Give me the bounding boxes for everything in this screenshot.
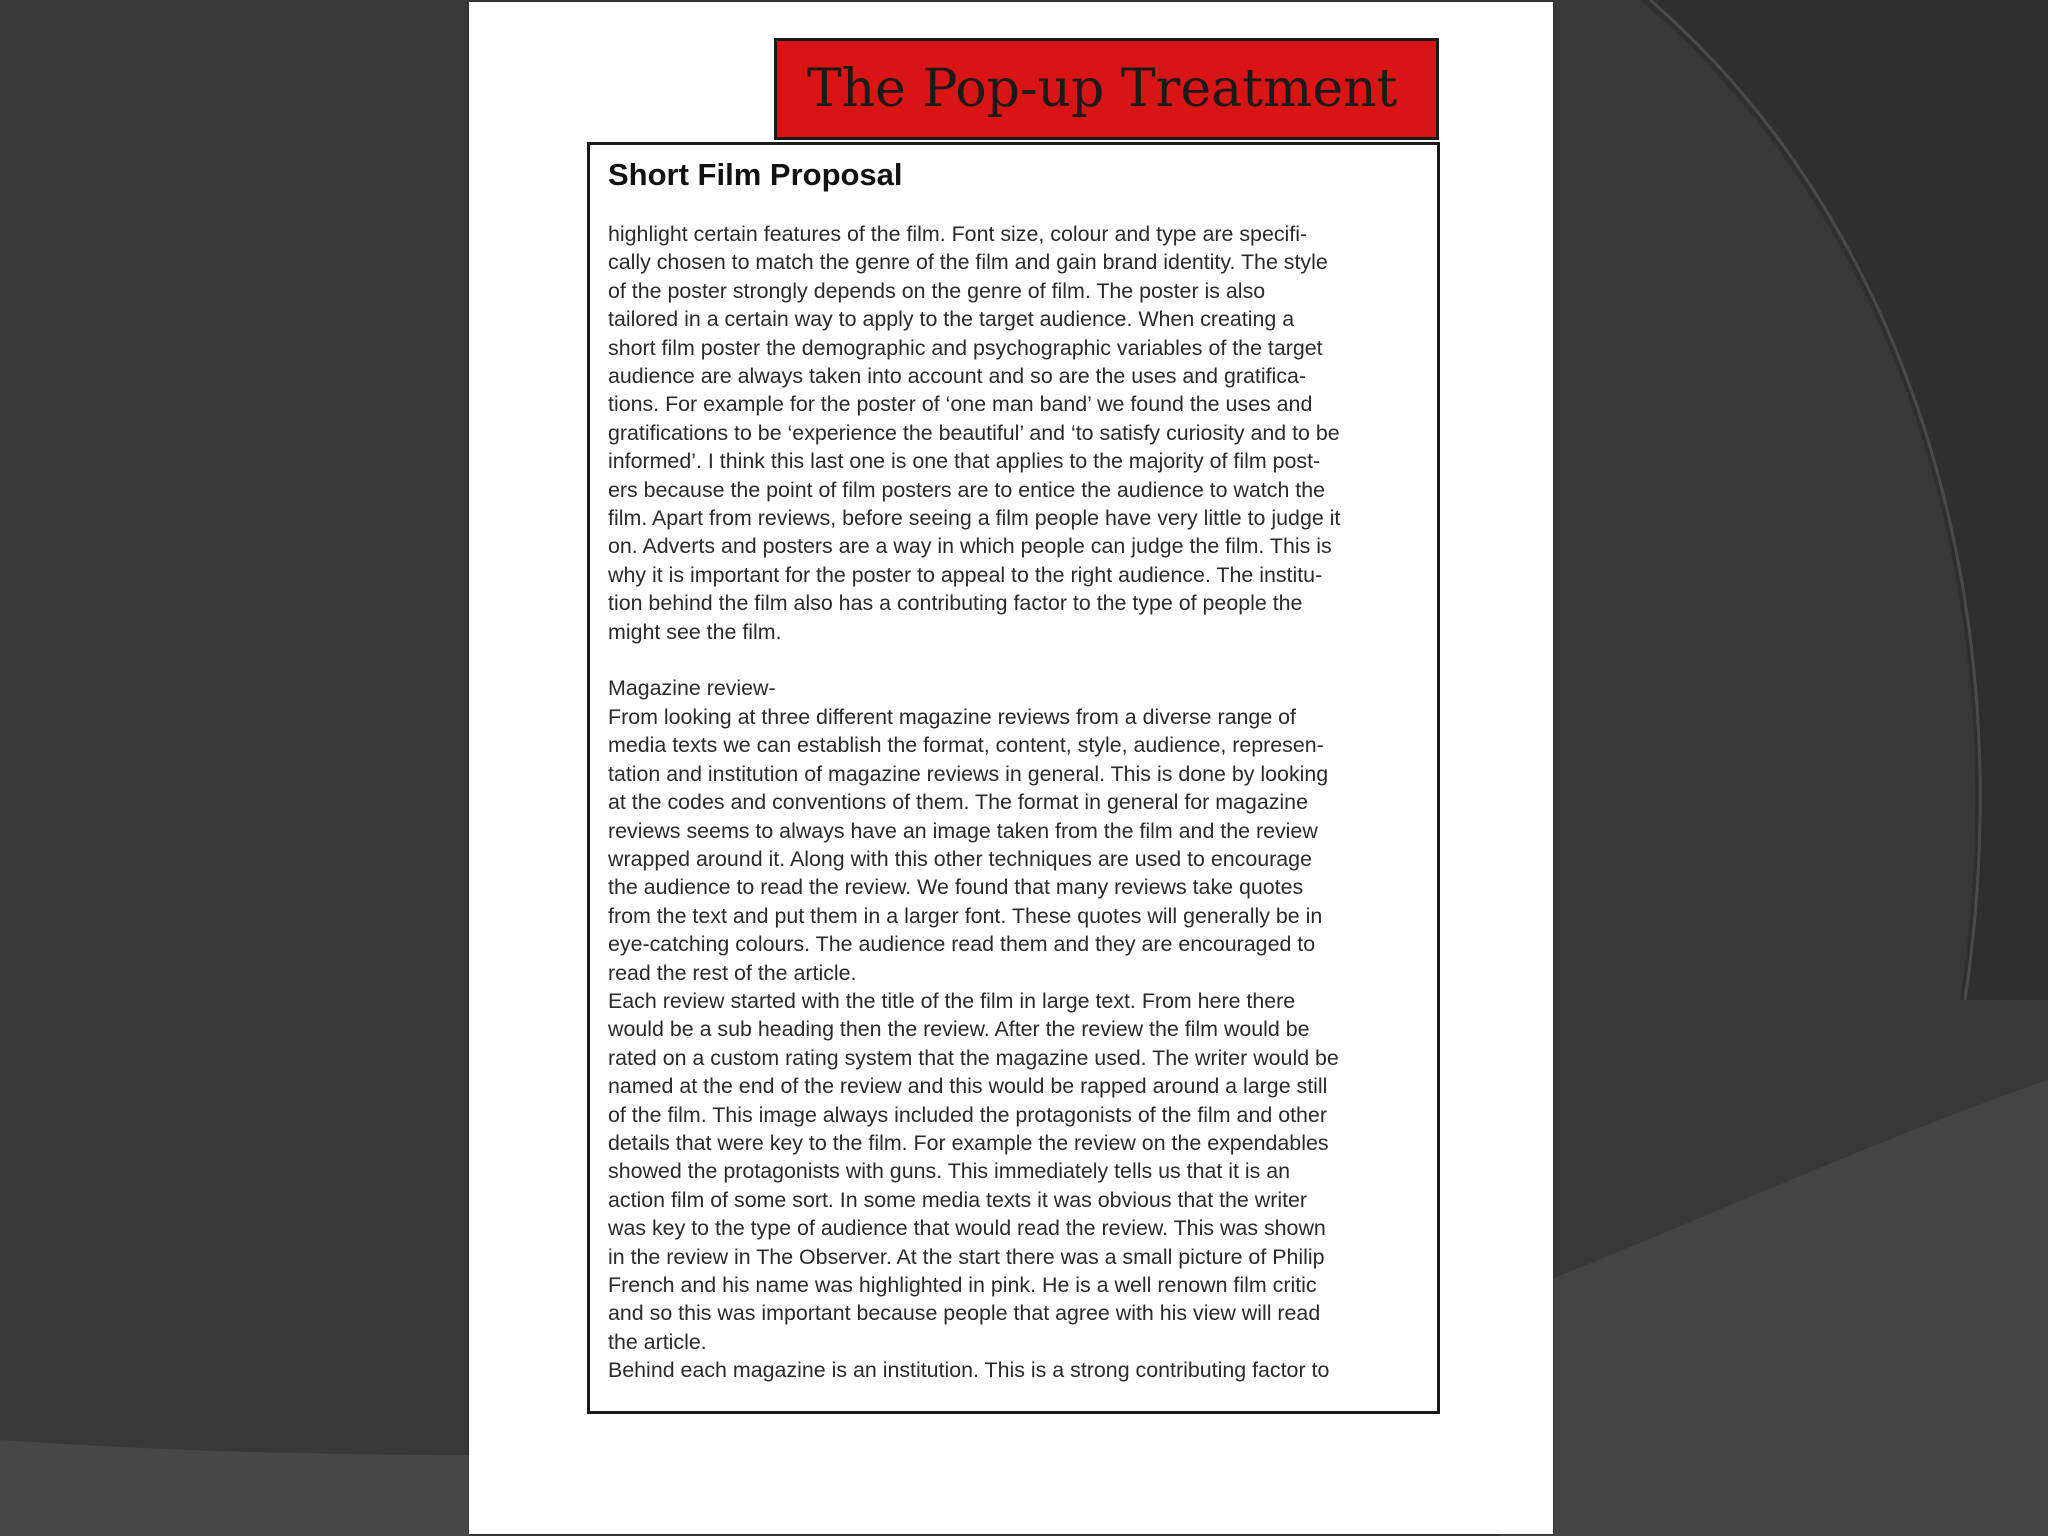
text-line: Each review started with the title of the film in large text. From here there	[608, 988, 1296, 1013]
text-line: French and his name was highlighted in pink. He is a well renown film critic	[608, 1273, 1317, 1298]
text-line: tation and institution of magazine reviews in general. This is done by looking	[608, 761, 1329, 786]
document-page	[469, 2, 1553, 1534]
text-line: why it is important for the poster to appeal to the right audience. The institu-	[608, 562, 1323, 587]
text-line: Magazine review-	[608, 676, 776, 701]
text-line: read the rest of the article.	[608, 960, 857, 985]
body-text	[608, 220, 1419, 1385]
text-line: reviews seems to always have an image taken from the film and the review	[608, 818, 1318, 843]
text-line: was key to the type of audience that would read the review. This was shown	[608, 1216, 1326, 1241]
text-line: showed the protagonists with guns. This immediately tells us that it is an	[608, 1159, 1291, 1184]
text-line: and so this was important because people that agree with his view will read	[608, 1301, 1321, 1326]
text-line: of the poster strongly depends on the genre of film. The poster is also	[608, 278, 1266, 303]
text-line: wrapped around it. Along with this other techniques are used to encourage	[608, 846, 1312, 871]
text-line: tion behind the film also has a contributing factor to the type of people the	[608, 591, 1303, 616]
title-banner	[774, 38, 1439, 140]
text-line: might see the film.	[608, 619, 782, 644]
text-line: of the film. This image always included the protagonists of the film and other	[608, 1102, 1327, 1127]
text-line: gratifications to be ‘experience the beautiful’ and ‘to satisfy curiosity and to be	[608, 420, 1340, 445]
text-line: the audience to read the review. We found that many reviews take quotes	[608, 875, 1304, 900]
text-line: in the review in The Observer. At the start there was a small picture of Philip	[608, 1244, 1325, 1269]
text-line: ers because the point of film posters are to entice the audience to watch the	[608, 477, 1326, 502]
page-title: The Pop-up Treatment	[807, 59, 1398, 119]
section-heading: Short Film Proposal	[608, 157, 903, 192]
text-line: short film poster the demographic and psychographic variables of the target	[608, 335, 1323, 360]
text-line: tailored in a certain way to apply to the target audience. When creating a	[608, 307, 1295, 332]
text-line: tions. For example for the poster of ‘one man band’ we found the uses and	[608, 392, 1313, 417]
text-line: film. Apart from reviews, before seeing a film people have very little to judge it	[608, 506, 1341, 531]
text-line: eye-catching colours. The audience read them and they are encouraged to	[608, 932, 1316, 957]
text-line: rated on a custom rating system that the magazine used. The writer would be	[608, 1045, 1339, 1070]
text-line: from the text and put them in a larger font. These quotes will generally be in	[608, 903, 1323, 928]
text-line: cally chosen to match the genre of the film and gain brand identity. The style	[608, 250, 1328, 275]
text-line: audience are always taken into account and so are the uses and gratifica-	[608, 364, 1307, 389]
text-line: details that were key to the film. For example the review on the expendables	[608, 1130, 1329, 1155]
text-line: on. Adverts and posters are a way in which people can judge the film. This is	[608, 534, 1332, 559]
text-line: named at the end of the review and this would be rapped around a large still	[608, 1074, 1328, 1099]
text-line: at the codes and conventions of them. The format in general for magazine	[608, 790, 1308, 815]
text-line: highlight certain features of the film. Font size, colour and type are specifi-	[608, 222, 1308, 246]
text-line: would be a sub heading then the review. After the review the film would be	[608, 1017, 1310, 1042]
paragraph-gap	[608, 646, 1419, 674]
text-line: media texts we can establish the format, content, style, audience, represen-	[608, 733, 1324, 758]
text-line: From looking at three different magazine reviews from a diverse range of	[608, 704, 1296, 729]
text-line: the article.	[608, 1329, 707, 1354]
text-line: action film of some sort. In some media texts it was obvious that the writer	[608, 1187, 1308, 1212]
text-line: Behind each magazine is an institution. This is a strong contributing factor to	[608, 1358, 1330, 1383]
content-box	[587, 142, 1440, 1414]
text-line: informed’. I think this last one is one that applies to the majority of film post-	[608, 449, 1321, 474]
